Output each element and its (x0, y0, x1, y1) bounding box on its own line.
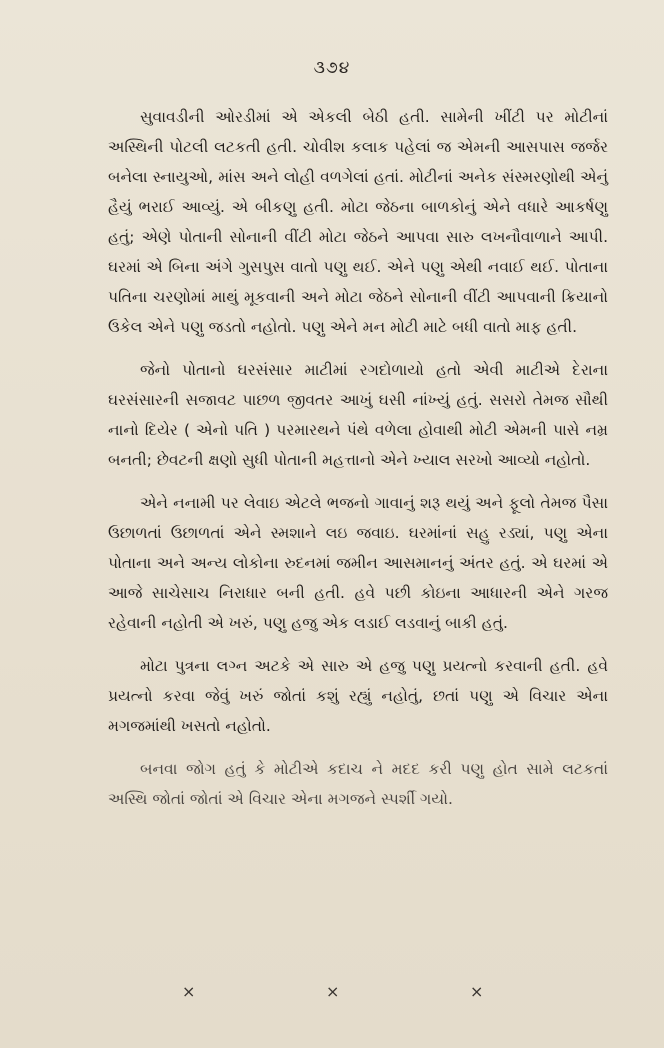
separator-mark-1: × (182, 982, 196, 1001)
paragraph-2: જેનો પોતાનો ઘરસંસાર માટીમાં રગદોળાયો હતો એવી માટીએ દેરાના ઘરસંસારની સજાવટ પાછળ જીવતર આખું ઘસી નાંખ્યું હતું. સસરો તેમજ સૌથી નાનો દિયેર ( એનો પતિ ) પરમારથને પંથે વળેલા હોવાથી મોટી એમની પાસે નમ્ર બનતી; છેવટની ક્ષણો સુધી પોતાની મહત્તાનો એને ખ્યાલ સરખો આવ્યો નહોતો. (108, 361, 608, 469)
separator-mark-2: × (326, 982, 340, 1001)
paragraph-1: સુવાવડીની ઓરડીમાં એ એકલી બેઠી હતી. સામેની ખીંટી પર મોટીનાં અસ્થિની પોટલી લટકતી હતી. ચોવીશ કલાક પહેલાં જ એમની આસપાસ જર્જર બનેલા સ્નાયુઓ, માંસ અને લોહી વળગેલાં હતાં. મોટીનાં અનેક સંસ્મરણોથી એનું હૈયું ભરાઈ આવ્યું. એ બીકણુ હતી. મોટા જેઠના બાળકોનું એને વધારે આકર્ષણુ હતું; એણે પોતાની સોનાની વીંટી મોટા જેઠને આપવા સારુ લખનૌવાળાને આપી. ઘરમાં એ બિના અંગે ગુસપુસ વાતો પણુ થઈ. એને પણુ એથી નવાઈ થઈ. પોતાના પતિના ચરણોમાં માથું મૂકવાની અને મોટા જેઠને સોનાની વીંટી આપવાની ક્રિયાનો ઉકેલ એને પણુ જડતો નહોતો. પણુ એને મન મોટી માટે બધી વાતો માફ હતી. (108, 108, 608, 336)
section-separator (0, 982, 664, 1001)
page-number: ૩૭૪ (313, 58, 351, 78)
paragraph-5: બનવા જોગ હતું કે મોટીએ કદાચ ને મદદ કરી પણુ હોત સામે લટકતાં અસ્થિ જોતાં જોતાં એ વિચાર એના મગજને સ્પર્શી ગયો. (108, 760, 608, 808)
body-text (108, 102, 608, 827)
paragraph-3: એને નનામી પર લેવાઇ એટલે ભજનો ગાવાનું શરૂ થયું અને ફૂલો તેમજ પૈસા ઉછાળતાં ઉછાળતાં એને સ્મશાને લઇ જવાઇ. ઘરમાંનાં સહુ રડ્યાં, પણુ એના પોતાના અને અન્ય લોકોના રુદનમાં જમીન આસમાનનું અંતર હતું. એ ઘરમાં એ આજે સાચેસાચ નિરાધાર બની હતી. હવે પછી કોઇના આધારની એને ગરજ રહેવાની નહોતી એ ખરું, પણુ હજુ એક લડાઈ લડવાનું બાકી હતું. (108, 494, 608, 632)
separator-mark-3: × (470, 982, 484, 1001)
paragraph-4: મોટા પુત્રના લગ્ન અટકે એ સારુ એ હજુ પણુ પ્રયત્નો કરવાની હતી. હવે પ્રયત્નો કરવા જેવું ખરું જોતાં કશું રહ્યું નહોતું, છતાં પણુ એ વિચાર એના મગજમાંથી ખસતો નહોતો. (108, 657, 608, 735)
